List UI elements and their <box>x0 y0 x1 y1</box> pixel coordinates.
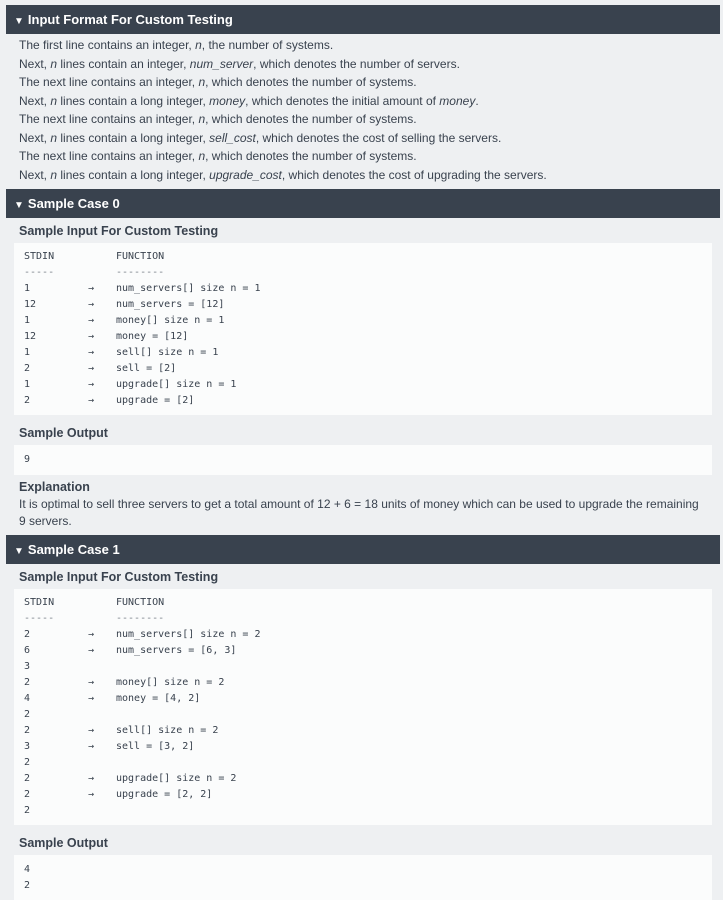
explanation-text: It is optimal to sell three servers to get a total amount of 12 + 6 = 18 units of money which can be used to upgrade the remaining 9 servers. <box>19 497 699 528</box>
arrow-icon: → <box>88 379 95 390</box>
sample-output-block <box>14 855 712 900</box>
triangle-down-icon: ▼ <box>14 546 24 557</box>
code-row <box>24 755 712 771</box>
function-value: FUNCTION <box>116 597 165 608</box>
code-row <box>24 313 712 329</box>
arrow-icon: → <box>88 629 95 640</box>
function-value: sell[] size n = 1 <box>116 347 219 358</box>
arrow-icon: → <box>88 693 95 704</box>
function-value: upgrade[] size n = 1 <box>116 379 237 390</box>
arrow-icon: → <box>88 645 95 656</box>
code-row <box>24 723 712 739</box>
stdin-value: 3 <box>24 741 31 752</box>
format-line: The next line contains an integer, n, which denotes the number of systems. <box>19 112 417 126</box>
stdin-value: 2 <box>24 363 31 374</box>
function-value: num_servers = [12] <box>116 299 225 310</box>
code-header-row <box>24 595 712 611</box>
triangle-down-icon: ▼ <box>14 16 24 27</box>
stdin-value: 2 <box>24 677 31 688</box>
input-format-header[interactable]: ▼ Input Format For Custom Testing <box>6 5 720 34</box>
stdin-value: 1 <box>24 379 31 390</box>
sample-input-block <box>14 589 712 825</box>
function-value: money[] size n = 1 <box>116 315 225 326</box>
stdin-value: ----- <box>24 267 55 278</box>
stdin-value: 6 <box>24 645 31 656</box>
stdin-value: 2 <box>24 629 31 640</box>
code-row <box>24 803 712 819</box>
function-value: sell = [3, 2] <box>116 741 195 752</box>
code-row <box>24 377 712 393</box>
stdin-value: ----- <box>24 613 55 624</box>
code-row <box>24 771 712 787</box>
code-row <box>24 675 712 691</box>
arrow-icon: → <box>88 331 95 342</box>
output-line: 9 <box>24 454 31 465</box>
function-value: num_servers[] size n = 2 <box>116 629 261 640</box>
code-row <box>24 297 712 313</box>
problem-page <box>6 5 720 900</box>
code-header-row <box>24 249 712 265</box>
format-line: Next, n lines contain a long integer, upgrade_cost, which denotes the cost of upgrading the servers. <box>19 167 547 182</box>
stdin-value: 1 <box>24 347 31 358</box>
stdin-value: 1 <box>24 315 31 326</box>
code-row <box>24 393 712 409</box>
function-value: -------- <box>116 267 165 278</box>
arrow-icon: → <box>88 773 95 784</box>
code-row <box>24 787 712 803</box>
explanation-label: Explanation <box>19 480 90 494</box>
code-separator-row <box>24 265 712 281</box>
stdin-value: 12 <box>24 331 37 342</box>
code-row <box>24 643 712 659</box>
stdin-value: 3 <box>24 661 31 672</box>
arrow-icon: → <box>88 363 95 374</box>
sample-case-0-header[interactable]: ▼ Sample Case 0 <box>6 189 720 218</box>
function-value: upgrade = [2] <box>116 395 195 406</box>
function-value: -------- <box>116 613 165 624</box>
input-format-description <box>6 34 720 189</box>
function-value: money = [12] <box>116 331 189 342</box>
function-value: sell = [2] <box>116 363 177 374</box>
format-line: The next line contains an integer, n, which denotes the number of systems. <box>19 75 417 89</box>
arrow-icon: → <box>88 677 95 688</box>
arrow-icon: → <box>88 395 95 406</box>
output-line: 2 <box>24 880 31 891</box>
triangle-down-icon: ▼ <box>14 200 24 211</box>
sample-input-block <box>14 243 712 415</box>
stdin-value: 1 <box>24 283 31 294</box>
code-row <box>24 707 712 723</box>
code-separator-row <box>24 611 712 627</box>
stdin-value: 2 <box>24 757 31 768</box>
function-value: FUNCTION <box>116 251 165 262</box>
arrow-icon: → <box>88 347 95 358</box>
code-row <box>24 659 712 675</box>
code-row <box>24 627 712 643</box>
function-value: num_servers = [6, 3] <box>116 645 237 656</box>
stdin-value: STDIN <box>24 597 55 608</box>
format-line: Next, n lines contain an integer, num_server, which denotes the number of servers. <box>19 56 460 71</box>
output-line: 4 <box>24 864 31 875</box>
stdin-value: 2 <box>24 395 31 406</box>
function-value: sell[] size n = 2 <box>116 725 219 736</box>
stdin-value: 12 <box>24 299 37 310</box>
arrow-icon: → <box>88 789 95 800</box>
format-line: Next, n lines contain a long integer, sell_cost, which denotes the cost of selling the servers. <box>19 130 502 145</box>
format-line: The first line contains an integer, n, the number of systems. <box>19 38 334 52</box>
code-row <box>24 281 712 297</box>
stdin-value: STDIN <box>24 251 55 262</box>
sample-output-label: Sample Output <box>19 426 108 440</box>
sample-output-label: Sample Output <box>19 836 108 850</box>
stdin-value: 2 <box>24 805 31 816</box>
sample-case-1-header[interactable]: ▼ Sample Case 1 <box>6 535 720 564</box>
sample-output-block <box>14 445 712 475</box>
sample-input-label: Sample Input For Custom Testing <box>19 224 219 238</box>
stdin-value: 2 <box>24 789 31 800</box>
stdin-value: 4 <box>24 693 31 704</box>
explanation <box>6 475 720 535</box>
code-row <box>24 691 712 707</box>
code-row <box>24 345 712 361</box>
stdin-value: 2 <box>24 725 31 736</box>
stdin-value: 2 <box>24 773 31 784</box>
arrow-icon: → <box>88 741 95 752</box>
arrow-icon: → <box>88 299 95 310</box>
arrow-icon: → <box>88 315 95 326</box>
function-value: num_servers[] size n = 1 <box>116 283 261 294</box>
function-value: money = [4, 2] <box>116 693 201 704</box>
stdin-value: 2 <box>24 709 31 720</box>
function-value: upgrade[] size n = 2 <box>116 773 237 784</box>
format-line: Next, n lines contain a long integer, money, which denotes the initial amount of money. <box>19 93 479 108</box>
arrow-icon: → <box>88 725 95 736</box>
code-row <box>24 361 712 377</box>
code-row <box>24 739 712 755</box>
format-line: The next line contains an integer, n, which denotes the number of systems. <box>19 149 417 163</box>
function-value: upgrade = [2, 2] <box>116 789 213 800</box>
sample-input-label: Sample Input For Custom Testing <box>19 570 219 584</box>
code-row <box>24 329 712 345</box>
function-value: money[] size n = 2 <box>116 677 225 688</box>
arrow-icon: → <box>88 283 95 294</box>
